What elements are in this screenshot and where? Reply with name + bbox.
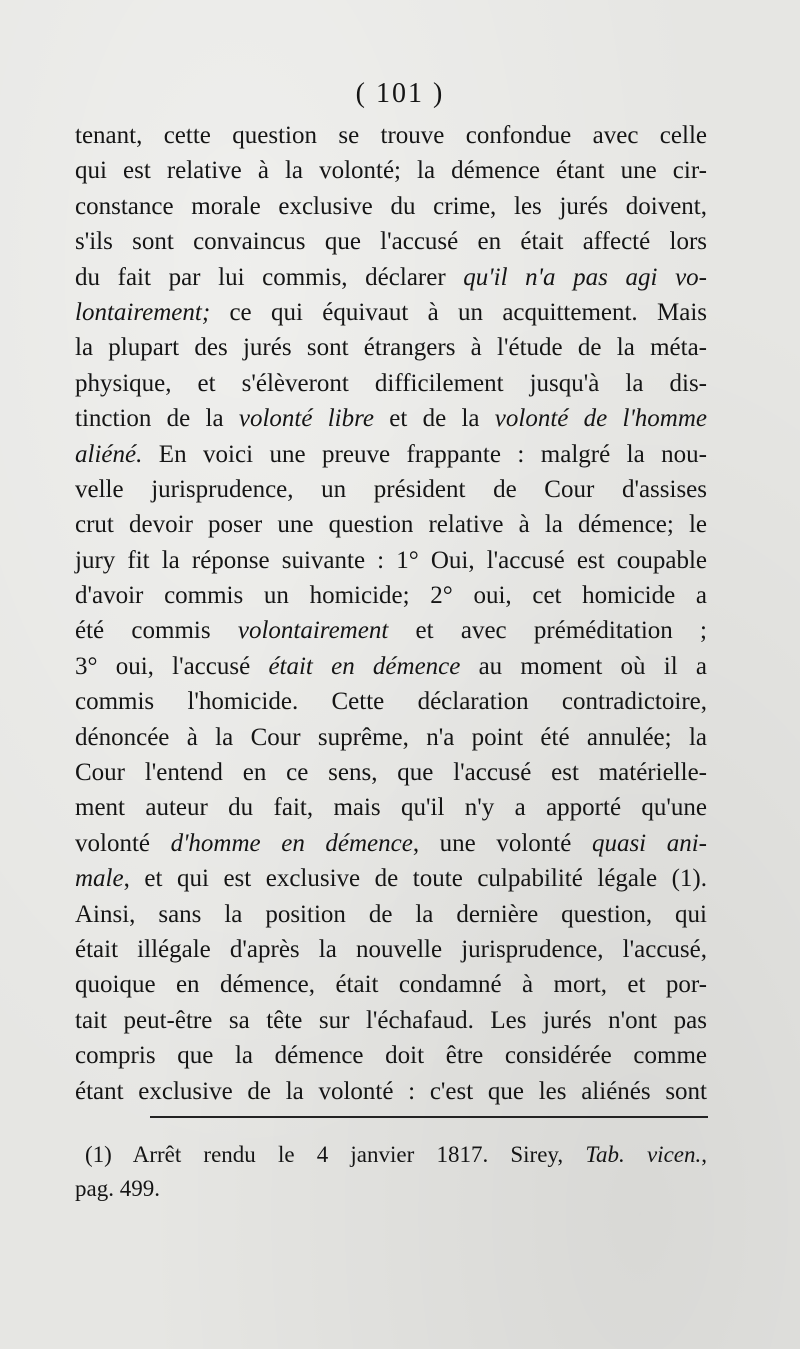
text-segment: Cour l'entend en ce sens, que l'accusé est matérielle- xyxy=(75,759,707,787)
text-segment: compris que la démence doit être considérée comme xyxy=(75,1042,707,1070)
text-segment: dénoncée à la Cour suprême, n'a point été annulée; la xyxy=(75,723,707,751)
text-segment: quoique en démence, était condamné à mort, et por- xyxy=(75,971,707,999)
text-segment: s'ils sont convaincus que l'accusé en était affecté lors xyxy=(75,228,707,256)
text-line xyxy=(75,366,707,401)
italic-text: était en démence xyxy=(268,652,461,680)
italic-text: aliéné. xyxy=(75,440,143,468)
text-line xyxy=(75,507,707,542)
italic-text: qu'il n'a pas agi vo- xyxy=(463,263,707,291)
page-number: ( 101 ) xyxy=(355,78,445,109)
text-segment: la plupart des jurés sont étrangers à l'étude de la méta- xyxy=(75,334,707,362)
text-segment: au moment où il a xyxy=(460,652,707,680)
footnote-line: pag. 499. xyxy=(75,1176,160,1201)
text-segment: et de la xyxy=(374,405,495,433)
text-segment: étant exclusive de la volonté : c'est que les aliénés sont xyxy=(75,1077,707,1105)
text-segment: qui est relative à la volonté; la démence étant une cir- xyxy=(75,157,707,185)
text-line xyxy=(75,1074,707,1109)
text-line xyxy=(75,472,707,507)
text-line xyxy=(75,861,707,896)
italic-text: lontairement; xyxy=(75,298,211,326)
text-segment: d'avoir commis un homicide; 2° oui, cet homicide a xyxy=(75,582,707,610)
footnote-line xyxy=(75,1138,707,1172)
footnote xyxy=(75,1138,707,1206)
text-segment: volonté xyxy=(75,829,171,857)
italic-text: volonté libre xyxy=(238,405,374,433)
text-line xyxy=(75,189,707,224)
italic-text: d'homme en démence xyxy=(170,829,413,857)
text-segment: velle jurisprudence, un président de Cour d'assises xyxy=(75,475,707,503)
italic-text: male xyxy=(75,865,124,893)
text-segment: 3° oui, l'accusé xyxy=(75,652,269,680)
text-line xyxy=(75,755,707,790)
text-segment: ce qui équivaut à un acquittement. Mais xyxy=(210,298,707,326)
text-line xyxy=(75,684,707,719)
text-line xyxy=(75,153,707,188)
body-text xyxy=(75,118,707,1109)
text-segment: crut devoir poser une question relative à la démence; le xyxy=(75,511,707,539)
text-segment: , et qui est exclusive de toute culpabilité légale (1). xyxy=(123,865,707,893)
text-segment: était illégale d'après la nouvelle jurisprudence, l'accusé, xyxy=(75,935,707,963)
italic-text: quasi ani- xyxy=(591,829,707,857)
text-segment: physique, et s'élèveront difficilement jusqu'à la dis- xyxy=(75,369,707,397)
text-line xyxy=(75,437,707,472)
italic-text: volonté de l'homme xyxy=(494,405,708,433)
text-segment: été commis xyxy=(75,617,238,645)
text-segment: tinction de la xyxy=(75,405,239,433)
text-line xyxy=(75,897,707,932)
footnote-text: (1) Arrêt rendu le 4 janvier 1817. Sirey, xyxy=(85,1142,586,1167)
text-segment: jury fit la réponse suivante : 1° Oui, l'accusé est coupable xyxy=(75,546,707,574)
text-segment: et avec préméditation ; xyxy=(388,617,707,645)
footnote-text: , xyxy=(701,1142,707,1167)
text-segment: du fait par lui commis, déclarer xyxy=(75,263,464,291)
text-line xyxy=(75,790,707,825)
text-segment: tenant, cette question se trouve confondue avec celle xyxy=(75,122,707,149)
text-segment: commis l'homicide. Cette déclaration contradictoire, xyxy=(75,688,707,716)
text-line xyxy=(75,330,707,365)
text-line xyxy=(75,224,707,259)
text-line xyxy=(75,1003,707,1038)
text-line xyxy=(75,578,707,613)
italic-text: volontairement xyxy=(237,617,389,645)
text-line xyxy=(75,649,707,684)
text-segment: ment auteur du fait, mais qu'il n'y a apporté qu'une xyxy=(75,794,707,822)
text-line xyxy=(75,260,707,295)
text-segment: tait peut-être sa tête sur l'échafaud. Les jurés n'ont pas xyxy=(75,1006,707,1034)
footnote-italic-text: Tab. vicen. xyxy=(585,1142,702,1167)
text-line xyxy=(75,720,707,755)
text-line xyxy=(75,401,707,436)
footnote-rule xyxy=(150,1116,708,1118)
text-line xyxy=(75,826,707,861)
text-segment: , une volonté xyxy=(412,829,592,857)
text-line xyxy=(75,1038,707,1073)
text-line xyxy=(75,543,707,578)
text-line xyxy=(75,932,707,967)
text-line xyxy=(75,613,707,648)
text-segment: constance morale exclusive du crime, les jurés doivent, xyxy=(75,192,707,220)
text-line xyxy=(75,967,707,1002)
text-line xyxy=(75,118,707,153)
text-line xyxy=(75,295,707,330)
text-segment: Ainsi, sans la position de la dernière question, qui xyxy=(75,900,707,928)
text-segment: En voici une preuve frappante : malgré la nou- xyxy=(142,440,707,468)
